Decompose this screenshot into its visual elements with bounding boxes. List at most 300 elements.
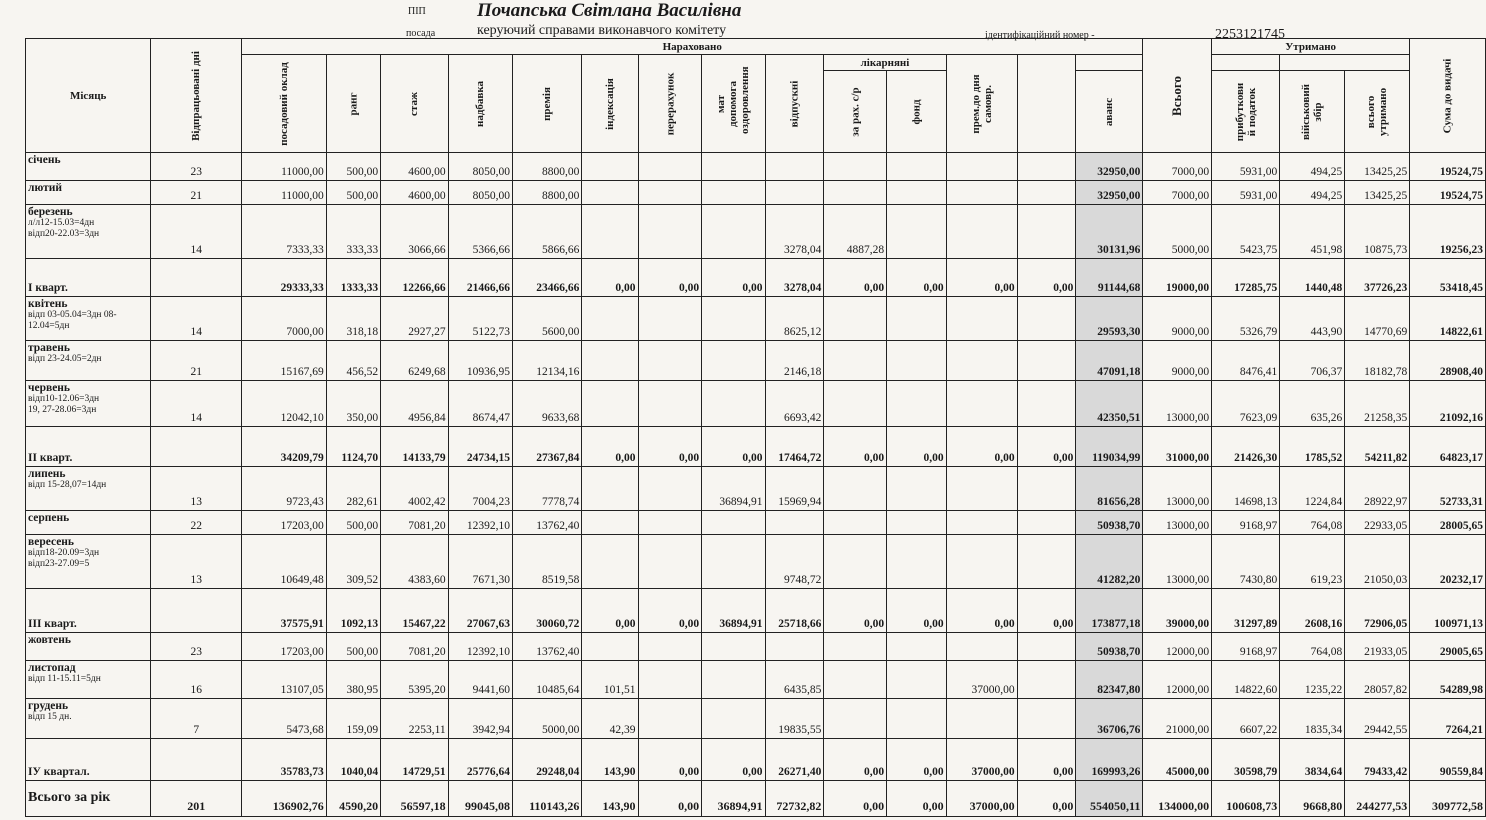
cell-indexation: 42,39 [582,699,638,739]
month-name: ІІ кварт. [28,452,73,464]
cell-extra: 0,00 [1017,259,1076,297]
cell-self_gov [946,511,1017,535]
cell-extra [1017,633,1076,661]
month-cell [26,739,151,781]
cell-bonus: 12392,10 [448,633,512,661]
cell-bonus: 99045,08 [448,781,512,817]
cell-vacation: 3278,04 [765,205,824,259]
cell-extra: 0,00 [1017,781,1076,817]
col-self-gov-bonus: прем.до дня самовр. [946,55,1017,153]
cell-withheld: 79433,42 [1345,739,1410,781]
cell-rank: 456,52 [326,341,380,381]
cell-recalc [638,297,702,341]
table-body [26,153,1486,817]
month-cell [26,259,151,297]
cell-recalc: 0,00 [638,739,702,781]
cell-withheld: 37726,23 [1345,259,1410,297]
cell-indexation [582,535,638,589]
quarter-row [26,739,1486,781]
cell-premium: 5866,66 [513,205,582,259]
cell-payout: 52733,31 [1410,467,1486,511]
cell-days: 22 [151,511,242,535]
cell-salary: 7333,33 [242,205,327,259]
cell-advance: 21000,00 [1143,699,1212,739]
cell-tenure: 56597,18 [381,781,449,817]
cell-recalc [638,661,702,699]
cell-vacation: 3278,04 [765,259,824,297]
cell-self_gov [946,341,1017,381]
cell-salary: 29333,33 [242,259,327,297]
month-note: л/л12-15.03=4дн відп20-22.03=3дн [28,218,100,239]
cell-military: 2608,16 [1280,589,1345,633]
cell-vacation [765,153,824,181]
cell-indexation [582,297,638,341]
cell-days: 14 [151,297,242,341]
cell-total: 81656,28 [1076,467,1143,511]
month-name: Всього за рік [28,790,111,805]
col-premium: премія [513,55,582,153]
position-label: посада [406,28,436,39]
cell-tenure: 14729,51 [381,739,449,781]
cell-aid [702,153,765,181]
cell-sick_emp: 4887,28 [824,205,887,259]
col-days: Відпрацьовані дні [151,39,242,153]
cell-days: 13 [151,535,242,589]
cell-sick_fund [887,467,946,511]
cell-rank: 500,00 [326,633,380,661]
cell-salary: 7000,00 [242,297,327,341]
cell-advance: 31000,00 [1143,427,1212,467]
month-note: відп18-20.09=3дн відп23-27.09=5 [28,548,100,569]
cell-rank: 500,00 [326,511,380,535]
month-row [26,661,1486,699]
cell-indexation [582,511,638,535]
cell-advance: 13000,00 [1143,535,1212,589]
month-row [26,699,1486,739]
cell-sick_fund [887,699,946,739]
cell-salary: 17203,00 [242,633,327,661]
cell-extra [1017,181,1076,205]
cell-payout: 64823,17 [1410,427,1486,467]
cell-tenure: 15467,22 [381,589,449,633]
cell-salary: 17203,00 [242,511,327,535]
cell-advance: 7000,00 [1143,153,1212,181]
accrued-group: Нараховано [242,39,1143,55]
cell-self_gov [946,205,1017,259]
cell-sick_fund: 0,00 [887,739,946,781]
cell-income_tax: 17285,75 [1212,259,1280,297]
cell-extra: 0,00 [1017,589,1076,633]
cell-income_tax: 6607,22 [1212,699,1280,739]
cell-withheld: 29442,55 [1345,699,1410,739]
cell-vacation [765,633,824,661]
cell-recalc: 0,00 [638,427,702,467]
cell-extra [1017,699,1076,739]
quarter-row [26,589,1486,633]
cell-military: 619,23 [1280,535,1345,589]
cell-indexation [582,205,638,259]
month-cell [26,661,151,699]
cell-indexation: 101,51 [582,661,638,699]
cell-military: 1440,48 [1280,259,1345,297]
cell-tenure: 6249,68 [381,341,449,381]
cell-recalc [638,181,702,205]
cell-bonus: 3942,94 [448,699,512,739]
month-name: І кварт. [28,282,68,294]
cell-payout: 19256,23 [1410,205,1486,259]
cell-sick_fund: 0,00 [887,589,946,633]
month-name: вересень [28,536,75,548]
cell-military: 443,90 [1280,297,1345,341]
cell-income_tax: 5326,79 [1212,297,1280,341]
cell-sick_fund: 0,00 [887,259,946,297]
cell-extra [1017,467,1076,511]
month-row [26,297,1486,341]
cell-bonus: 9441,60 [448,661,512,699]
month-cell [26,589,151,633]
cell-recalc [638,511,702,535]
month-cell [26,633,151,661]
cell-payout: 53418,45 [1410,259,1486,297]
cell-salary: 5473,68 [242,699,327,739]
cell-sick_emp [824,633,887,661]
cell-total: 32950,00 [1076,181,1143,205]
cell-days: 21 [151,181,242,205]
cell-payout: 19524,75 [1410,153,1486,181]
cell-recalc [638,153,702,181]
cell-recalc [638,699,702,739]
cell-rank: 350,00 [326,381,380,427]
cell-days: 14 [151,205,242,259]
cell-military: 706,37 [1280,341,1345,381]
cell-income_tax: 7430,80 [1212,535,1280,589]
cell-sick_fund [887,181,946,205]
cell-aid: 0,00 [702,427,765,467]
cell-recalc: 0,00 [638,259,702,297]
cell-advance: 13000,00 [1143,511,1212,535]
cell-tenure: 3066,66 [381,205,449,259]
cell-premium: 5000,00 [513,699,582,739]
cell-sick_fund [887,661,946,699]
cell-self_gov [946,297,1017,341]
cell-total: 173877,18 [1076,589,1143,633]
cell-vacation: 6435,85 [765,661,824,699]
cell-days: 23 [151,633,242,661]
cell-self_gov: 0,00 [946,589,1017,633]
cell-vacation: 15969,94 [765,467,824,511]
cell-extra [1017,341,1076,381]
month-name: грудень [28,700,69,712]
cell-salary: 37575,91 [242,589,327,633]
month-row [26,535,1486,589]
cell-military: 1785,52 [1280,427,1345,467]
month-row [26,633,1486,661]
cell-aid [702,633,765,661]
cell-aid [702,699,765,739]
month-note: відп10-12.06=3дн 19, 27-28.06=3дн [28,394,100,415]
cell-sick_emp [824,341,887,381]
cell-sick_fund [887,297,946,341]
cell-sick_emp: 0,00 [824,739,887,781]
cell-rank: 1124,70 [326,427,380,467]
cell-aid: 36894,91 [702,589,765,633]
col-payout: Сума до видачі [1410,39,1486,153]
cell-extra [1017,153,1076,181]
cell-military: 3834,64 [1280,739,1345,781]
cell-rank: 1333,33 [326,259,380,297]
cell-vacation: 19835,55 [765,699,824,739]
cell-sick_emp: 0,00 [824,259,887,297]
cell-sick_emp [824,181,887,205]
cell-sick_fund [887,153,946,181]
cell-payout: 14822,61 [1410,297,1486,341]
col-month: Місяць [26,39,151,153]
cell-military: 1224,84 [1280,467,1345,511]
month-name: листопад [28,662,76,674]
cell-salary: 12042,10 [242,381,327,427]
cell-advance: 13000,00 [1143,467,1212,511]
cell-days: 201 [151,781,242,817]
cell-aid: 0,00 [702,259,765,297]
cell-sick_fund: 0,00 [887,427,946,467]
cell-indexation [582,153,638,181]
cell-sick_emp [824,297,887,341]
cell-bonus: 12392,10 [448,511,512,535]
quarter-row [26,259,1486,297]
cell-vacation: 2146,18 [765,341,824,381]
cell-advance: 9000,00 [1143,297,1212,341]
cell-bonus: 21466,66 [448,259,512,297]
cell-income_tax: 31297,89 [1212,589,1280,633]
cell-income_tax: 5931,00 [1212,181,1280,205]
col-advance: аванс [1076,71,1143,153]
cell-premium: 29248,04 [513,739,582,781]
cell-vacation: 6693,42 [765,381,824,427]
month-name: червень [28,382,71,394]
cell-self_gov [946,381,1017,427]
cell-extra [1017,511,1076,535]
cell-days [151,427,242,467]
cell-recalc [638,467,702,511]
cell-sick_emp [824,535,887,589]
col-military-tax: військовий збір [1280,71,1345,153]
cell-military: 494,25 [1280,153,1345,181]
cell-bonus: 8050,00 [448,181,512,205]
cell-rank: 282,61 [326,467,380,511]
cell-total: 82347,80 [1076,661,1143,699]
cell-advance: 45000,00 [1143,739,1212,781]
cell-withheld: 72906,05 [1345,589,1410,633]
cell-indexation: 0,00 [582,427,638,467]
cell-indexation [582,181,638,205]
cell-indexation [582,633,638,661]
cell-premium: 27367,84 [513,427,582,467]
cell-premium: 9633,68 [513,381,582,427]
cell-premium: 8800,00 [513,153,582,181]
cell-tenure: 4600,00 [381,181,449,205]
cell-sick_emp: 0,00 [824,589,887,633]
month-cell [26,153,151,181]
month-row [26,511,1486,535]
col-sick-employer: за рах. с/р [824,71,887,153]
cell-recalc [638,633,702,661]
cell-tenure: 5395,20 [381,661,449,699]
cell-indexation [582,381,638,427]
cell-total: 50938,70 [1076,633,1143,661]
cell-payout: 7264,21 [1410,699,1486,739]
cell-tenure: 2927,27 [381,297,449,341]
cell-premium: 8800,00 [513,181,582,205]
cell-rank: 500,00 [326,181,380,205]
cell-total: 169993,26 [1076,739,1143,781]
cell-bonus: 25776,64 [448,739,512,781]
cell-bonus: 8674,47 [448,381,512,427]
cell-sick_fund [887,511,946,535]
month-note: відп 11-15.11=5дн [28,674,101,684]
cell-sick_fund [887,341,946,381]
cell-self_gov: 0,00 [946,259,1017,297]
cell-salary: 136902,76 [242,781,327,817]
cell-aid: 0,00 [702,739,765,781]
cell-bonus: 5122,73 [448,297,512,341]
cell-rank: 309,52 [326,535,380,589]
cell-sick_emp [824,153,887,181]
cell-total: 30131,96 [1076,205,1143,259]
cell-premium: 12134,16 [513,341,582,381]
month-row [26,181,1486,205]
cell-withheld: 14770,69 [1345,297,1410,341]
cell-bonus: 27067,63 [448,589,512,633]
cell-days: 23 [151,153,242,181]
cell-extra [1017,205,1076,259]
cell-withheld: 22933,05 [1345,511,1410,535]
cell-self_gov [946,699,1017,739]
cell-advance: 134000,00 [1143,781,1212,817]
cell-income_tax: 14698,13 [1212,467,1280,511]
col-income-tax: прибуткови й податок [1212,71,1280,153]
cell-sick_emp [824,467,887,511]
cell-total: 50938,70 [1076,511,1143,535]
cell-days [151,589,242,633]
withheld-sub [1076,55,1280,71]
col-rank: ранг [326,55,380,153]
cell-aid: 36894,91 [702,467,765,511]
cell-advance: 12000,00 [1143,633,1212,661]
cell-payout: 21092,16 [1410,381,1486,427]
month-name: ІУ квартал. [28,766,90,778]
cell-withheld: 28922,97 [1345,467,1410,511]
cell-income_tax: 30598,79 [1212,739,1280,781]
employee-position: керуючий справами виконавчого комітету [477,23,727,38]
cell-premium: 13762,40 [513,633,582,661]
cell-withheld: 18182,78 [1345,341,1410,381]
cell-premium: 5600,00 [513,297,582,341]
cell-military: 1835,34 [1280,699,1345,739]
cell-military: 635,26 [1280,381,1345,427]
month-name: квітень [28,298,68,310]
cell-self_gov [946,181,1017,205]
id-label: ідентифікаційний номер - [985,30,1095,41]
cell-indexation: 143,90 [582,781,638,817]
cell-aid [702,341,765,381]
cell-rank: 318,18 [326,297,380,341]
cell-advance: 9000,00 [1143,341,1212,381]
cell-sick_fund [887,381,946,427]
cell-sick_fund [887,205,946,259]
cell-total: 42350,51 [1076,381,1143,427]
cell-self_gov [946,467,1017,511]
cell-bonus: 24734,15 [448,427,512,467]
cell-advance: 7000,00 [1143,181,1212,205]
cell-sick_fund [887,535,946,589]
cell-rank: 1092,13 [326,589,380,633]
cell-withheld: 13425,25 [1345,181,1410,205]
month-cell [26,467,151,511]
cell-premium: 10485,64 [513,661,582,699]
name-label: ПІП [408,6,426,17]
cell-income_tax: 8476,41 [1212,341,1280,381]
cell-days: 7 [151,699,242,739]
cell-withheld: 54211,82 [1345,427,1410,467]
cell-rank: 4590,20 [326,781,380,817]
cell-tenure: 4002,42 [381,467,449,511]
quarter-row [26,427,1486,467]
cell-military: 764,08 [1280,633,1345,661]
month-cell [26,341,151,381]
cell-rank: 333,33 [326,205,380,259]
cell-total: 41282,20 [1076,535,1143,589]
cell-recalc: 0,00 [638,589,702,633]
cell-payout: 29005,65 [1410,633,1486,661]
col-bonus: надбавка [448,55,512,153]
cell-bonus: 5366,66 [448,205,512,259]
cell-premium: 13762,40 [513,511,582,535]
cell-income_tax: 5423,75 [1212,205,1280,259]
cell-payout: 309772,58 [1410,781,1486,817]
cell-self_gov: 0,00 [946,427,1017,467]
cell-tenure: 12266,66 [381,259,449,297]
month-cell [26,297,151,341]
cell-total: 91144,68 [1076,259,1143,297]
cell-vacation [765,511,824,535]
month-name: серпень [28,512,70,524]
cell-tenure: 14133,79 [381,427,449,467]
cell-withheld: 13425,25 [1345,153,1410,181]
cell-rank: 380,95 [326,661,380,699]
cell-withheld: 244277,53 [1345,781,1410,817]
month-row [26,467,1486,511]
cell-salary: 11000,00 [242,181,327,205]
cell-premium: 8519,58 [513,535,582,589]
cell-aid [702,535,765,589]
cell-days: 14 [151,381,242,427]
cell-military: 1235,22 [1280,661,1345,699]
col-salary: посадовий оклад [242,55,327,153]
cell-vacation: 9748,72 [765,535,824,589]
cell-salary: 13107,05 [242,661,327,699]
cell-indexation [582,467,638,511]
cell-advance: 5000,00 [1143,205,1212,259]
cell-days [151,739,242,781]
cell-withheld: 21050,03 [1345,535,1410,589]
col-indexation: індексація [582,55,638,153]
month-name: лютий [28,182,62,194]
payroll-table [25,38,1486,817]
cell-extra [1017,661,1076,699]
cell-military: 494,25 [1280,181,1345,205]
col-withheld-total: всього утримано [1345,71,1410,153]
month-row [26,341,1486,381]
